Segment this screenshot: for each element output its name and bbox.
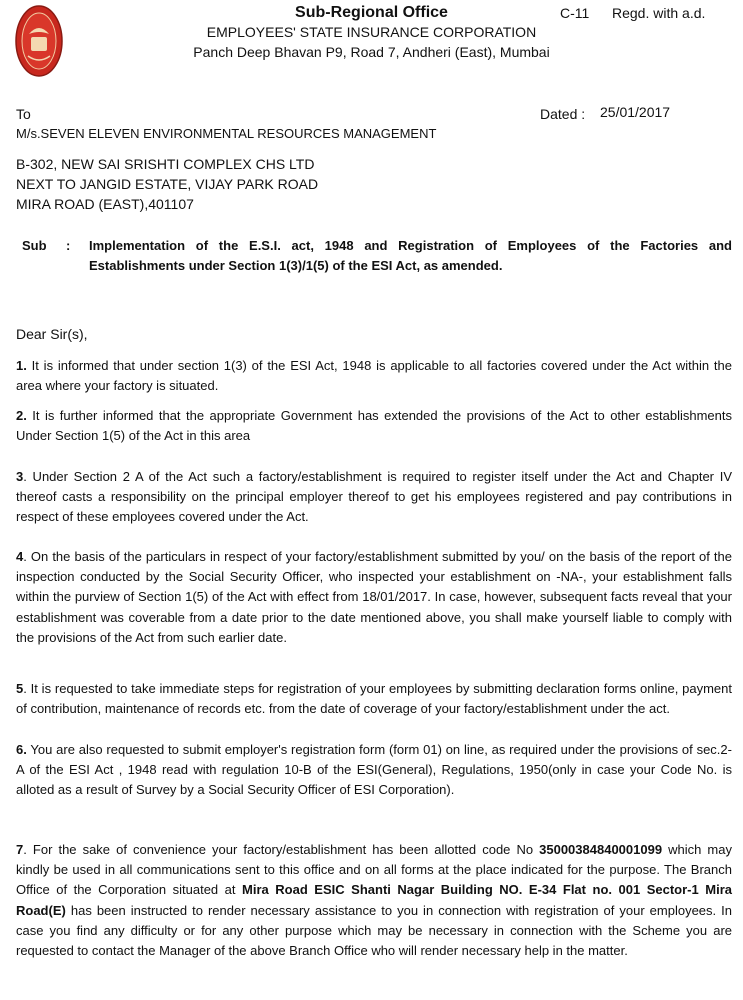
subject-text: Implementation of the E.S.I. act, 1948 and Registration of Employees of the Factories and Establishments under Section 1(3)/1(5) of the ESI Act, as amended. xyxy=(89,238,732,273)
office-name: Sub-Regional Office xyxy=(295,4,448,21)
paragraph-number: 6. xyxy=(16,742,27,757)
recipient-address-line1: B-302, NEW SAI SRISHTI COMPLEX CHS LTD xyxy=(16,156,315,172)
subject-colon: : xyxy=(66,238,71,253)
recipient-name: M/s.SEVEN ELEVEN ENVIRONMENTAL RESOURCES MANAGEMENT xyxy=(16,126,437,141)
paragraph-2 xyxy=(16,406,732,446)
recipient-address-line3: MIRA ROAD (EAST),401107 xyxy=(16,196,194,212)
letter-date: 25/01/2017 xyxy=(600,104,671,120)
branch-office-address: Mira Road ESIC Shanti Nagar Building NO. E-34 Flat no. 001 Sector-1 Mira Road(E) xyxy=(16,882,732,918)
paragraph-text: . On the basis of the particulars in respect of your factory/establishment submitted by you/ on the basis of the report of the inspection conducted by the Social Security Officer, who inspected your establishment on -NA-, your establishment falls within the purview of Section 1(5) of the Act with effect from 18/01/2017. In case, however, subsequent facts reveal that your establishment was coverable from a date prior to the date mentioned above, you shall make yourself liable to comply with the provisions of the Act from such earlier date. xyxy=(16,549,732,645)
office-address: Panch Deep Bhavan P9, Road 7, Andheri (East), Mumbai xyxy=(193,44,550,60)
paragraph-text: . It is requested to take immediate steps for registration of your employees by submitting declaration forms online, payment of contribution, maintenance of records etc. from the date of coverage of your factory/establishment under the act. xyxy=(16,681,732,717)
paragraph-7 xyxy=(16,840,732,961)
paragraph-text: . For the sake of convenience your factory/establishment has been allotted code No xyxy=(23,842,534,857)
paragraph-3 xyxy=(16,467,732,528)
paragraph-number: 3 xyxy=(16,469,24,484)
registered-note: Regd. with a.d. xyxy=(612,5,706,21)
paragraph-text: which may kindly be used in all communications sent to this office and on all forms at the place indicated for the purpose. The Branch Office of the Corporation situated at xyxy=(16,842,732,898)
paragraph-text: It is further informed that the appropriate Government has extended the provisions of the Act to other establishments Under Section 1(5) of the Act in this area xyxy=(16,408,732,444)
paragraph-1 xyxy=(16,356,732,396)
paragraph-number: 5 xyxy=(16,681,24,696)
paragraph-4 xyxy=(16,547,732,648)
paragraph-5 xyxy=(16,679,732,719)
salutation: Dear Sir(s), xyxy=(16,326,88,342)
subject-block xyxy=(16,236,732,276)
form-code: C-11 xyxy=(560,5,590,21)
paragraph-text: You are also requested to submit employer's registration form (form 01) on line, as required under the provisions of sec.2-A of the ESI Act , 1948 read with regulation 10-B of the ESI(General), Regulations, 1950(only in case your Code No. is alloted as a result of Survey by a Social Security Officer of ESI Corporation). xyxy=(16,742,732,798)
organization-name: EMPLOYEES' STATE INSURANCE CORPORATION xyxy=(206,24,537,40)
paragraph-number: 1. xyxy=(16,358,27,373)
paragraph-number: 4 xyxy=(16,549,24,564)
paragraph-text: . Under Section 2 A of the Act such a factory/establishment is required to register itself under the Act and Chapter IV thereof casts a responsibility on the principal employer thereof to get his employees registered and pay contributions in respect of these employees covered under the Act. xyxy=(16,469,732,525)
paragraph-number: 2. xyxy=(16,408,27,423)
subject-label: Sub xyxy=(22,238,47,253)
to-label: To xyxy=(16,106,31,122)
paragraph-text: It is informed that under section 1(3) of the ESI Act, 1948 is applicable to all factories covered under the Act within the area where your factory is situated. xyxy=(16,358,732,394)
paragraph-text: has been instructed to render necessary assistance to you in connection with registration of your employees. In case you find any difficulty or for any other purpose which may be necessary in connection with the Scheme you are requested to contact the Manager of the above Branch Office who will render necessary help in the matter. xyxy=(16,902,732,959)
paragraph-number: 7 xyxy=(16,842,24,857)
recipient-address-line2: NEXT TO JANGID ESTATE, VIJAY PARK ROAD xyxy=(16,176,319,192)
employer-code: 35000384840001099 xyxy=(539,842,663,857)
paragraph-6 xyxy=(16,740,732,801)
dated-label: Dated : xyxy=(540,106,586,122)
